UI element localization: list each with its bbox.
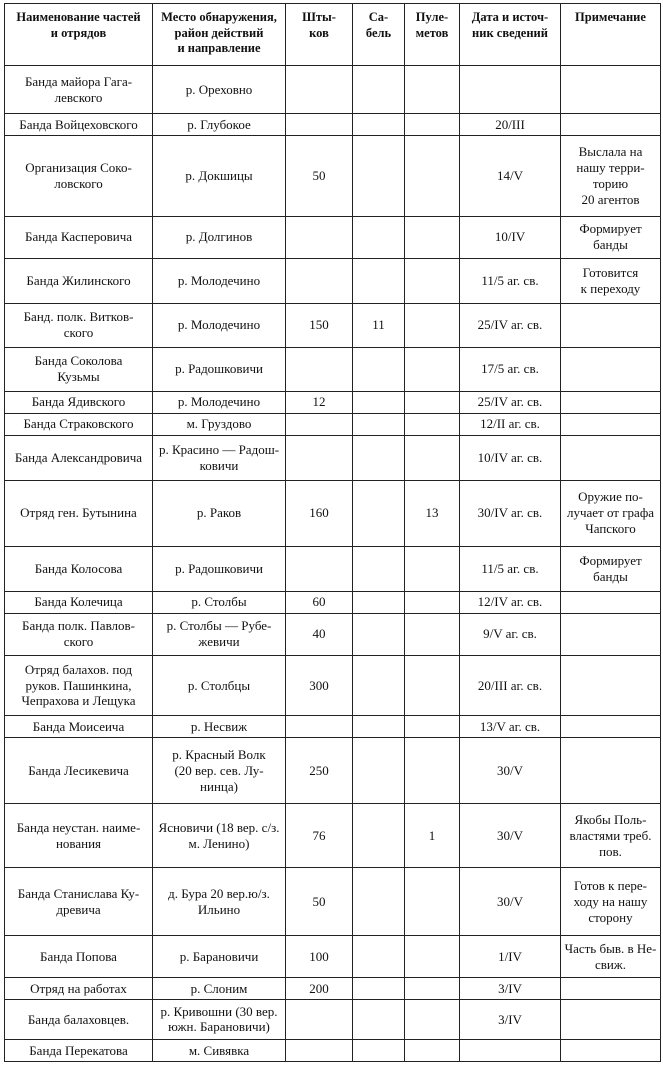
table-row: [5, 391, 661, 413]
note-cell: [561, 978, 661, 1000]
location-cell: р. Раков: [153, 480, 286, 546]
table-row: [5, 413, 661, 435]
bayonets-cell: 12: [286, 391, 353, 413]
table-row: [5, 136, 661, 217]
sabers-cell: [353, 216, 405, 258]
sabers-cell: [353, 136, 405, 217]
note-cell: [561, 391, 661, 413]
unit-name-cell: Отряд балахов. под руков. Пашинкина, Чепрахова и Лещука: [5, 655, 153, 716]
machine-guns-cell: 1: [405, 804, 460, 868]
date-source-cell: 12/II аг. св.: [460, 413, 561, 435]
table-row: [5, 66, 661, 114]
sabers-cell: [353, 258, 405, 303]
note-cell: [561, 716, 661, 738]
location-cell: р. Молодечино: [153, 303, 286, 347]
unit-name-cell: Банда неустан. наиме- нования: [5, 804, 153, 868]
bayonets-cell: 300: [286, 655, 353, 716]
header-machine-guns: Пуле- метов: [405, 4, 460, 66]
sabers-cell: [353, 413, 405, 435]
sabers-cell: [353, 391, 405, 413]
bayonets-cell: 100: [286, 936, 353, 978]
date-source-cell: 30/V: [460, 804, 561, 868]
bayonets-cell: [286, 114, 353, 136]
header-date-source: Дата и источ- ник сведений: [460, 4, 561, 66]
sabers-cell: [353, 591, 405, 613]
unit-name-cell: Банда Соколова Кузьмы: [5, 347, 153, 391]
table-row: [5, 435, 661, 480]
bayonets-cell: [286, 1000, 353, 1040]
bayonets-cell: 60: [286, 591, 353, 613]
bands-table: [4, 3, 661, 1062]
location-cell: р. Слоним: [153, 978, 286, 1000]
machine-guns-cell: [405, 216, 460, 258]
location-cell: р. Долгинов: [153, 216, 286, 258]
location-cell: р. Докшицы: [153, 136, 286, 217]
unit-name-cell: Банда Лесикевича: [5, 738, 153, 804]
bayonets-cell: 150: [286, 303, 353, 347]
unit-name-cell: Банда Войцеховского: [5, 114, 153, 136]
machine-guns-cell: [405, 1039, 460, 1061]
unit-name-cell: Организация Соко- ловского: [5, 136, 153, 217]
note-cell: Часть быв. в Не- свиж.: [561, 936, 661, 978]
location-cell: р. Ореховно: [153, 66, 286, 114]
bayonets-cell: 40: [286, 613, 353, 655]
note-cell: [561, 655, 661, 716]
note-cell: [561, 66, 661, 114]
unit-name-cell: Банда Страковского: [5, 413, 153, 435]
sabers-cell: [353, 868, 405, 936]
date-source-cell: 3/IV: [460, 978, 561, 1000]
table-row: [5, 1000, 661, 1040]
location-cell: р. Барановичи: [153, 936, 286, 978]
date-source-cell: 20/III аг. св.: [460, 655, 561, 716]
location-cell: р. Радошковичи: [153, 347, 286, 391]
date-source-cell: [460, 66, 561, 114]
sabers-cell: [353, 655, 405, 716]
table-row: [5, 738, 661, 804]
unit-name-cell: Отряд ген. Бутынина: [5, 480, 153, 546]
location-cell: р. Красино — Радош- ковичи: [153, 435, 286, 480]
header-sabers: Са- бель: [353, 4, 405, 66]
table-row: [5, 868, 661, 936]
bayonets-cell: [286, 435, 353, 480]
note-cell: [561, 591, 661, 613]
date-source-cell: 14/V: [460, 136, 561, 217]
note-cell: [561, 738, 661, 804]
bayonets-cell: [286, 66, 353, 114]
machine-guns-cell: [405, 347, 460, 391]
sabers-cell: [353, 1000, 405, 1040]
machine-guns-cell: [405, 546, 460, 591]
date-source-cell: 10/IV: [460, 216, 561, 258]
note-cell: Оружие по- лучает от графа Чапского: [561, 480, 661, 546]
machine-guns-cell: [405, 868, 460, 936]
bayonets-cell: [286, 216, 353, 258]
table-row: [5, 978, 661, 1000]
sabers-cell: [353, 480, 405, 546]
location-cell: р. Столбы: [153, 591, 286, 613]
location-cell: р. Радошковичи: [153, 546, 286, 591]
bayonets-cell: 250: [286, 738, 353, 804]
bayonets-cell: 76: [286, 804, 353, 868]
bayonets-cell: [286, 716, 353, 738]
unit-name-cell: Банда балаховцев.: [5, 1000, 153, 1040]
table-row: [5, 480, 661, 546]
table-body: [5, 66, 661, 1062]
table-row: [5, 655, 661, 716]
bayonets-cell: [286, 1039, 353, 1061]
bayonets-cell: [286, 546, 353, 591]
bayonets-cell: [286, 347, 353, 391]
date-source-cell: 13/V аг. св.: [460, 716, 561, 738]
location-cell: м. Сивявка: [153, 1039, 286, 1061]
note-cell: Формирует банды: [561, 216, 661, 258]
sabers-cell: [353, 347, 405, 391]
sabers-cell: [353, 716, 405, 738]
table-row: [5, 258, 661, 303]
header-bayonets: Шты- ков: [286, 4, 353, 66]
machine-guns-cell: [405, 258, 460, 303]
location-cell: р. Молодечино: [153, 391, 286, 413]
location-cell: Ясновичи (18 вер. с/з. м. Ленино): [153, 804, 286, 868]
location-cell: р. Глубокое: [153, 114, 286, 136]
note-cell: [561, 1000, 661, 1040]
unit-name-cell: Банда Попова: [5, 936, 153, 978]
machine-guns-cell: [405, 1000, 460, 1040]
unit-name-cell: Банда майора Гага- левского: [5, 66, 153, 114]
table-row: [5, 591, 661, 613]
machine-guns-cell: [405, 655, 460, 716]
date-source-cell: 3/IV: [460, 1000, 561, 1040]
note-cell: [561, 435, 661, 480]
machine-guns-cell: [405, 391, 460, 413]
sabers-cell: [353, 1039, 405, 1061]
sabers-cell: [353, 738, 405, 804]
date-source-cell: 1/IV: [460, 936, 561, 978]
sabers-cell: [353, 66, 405, 114]
machine-guns-cell: [405, 66, 460, 114]
machine-guns-cell: [405, 738, 460, 804]
sabers-cell: [353, 114, 405, 136]
machine-guns-cell: [405, 613, 460, 655]
sabers-cell: [353, 613, 405, 655]
table-row: [5, 613, 661, 655]
machine-guns-cell: 13: [405, 480, 460, 546]
table-row: [5, 936, 661, 978]
location-cell: д. Бура 20 вер.ю/з. Ильино: [153, 868, 286, 936]
sabers-cell: [353, 936, 405, 978]
date-source-cell: 17/5 аг. св.: [460, 347, 561, 391]
bayonets-cell: [286, 258, 353, 303]
sabers-cell: [353, 804, 405, 868]
header-name: Наименование частей и отрядов: [5, 4, 153, 66]
unit-name-cell: Банда Колечица: [5, 591, 153, 613]
sabers-cell: [353, 435, 405, 480]
unit-name-cell: Банда Станислава Ку- древича: [5, 868, 153, 936]
note-cell: [561, 347, 661, 391]
table-row: [5, 216, 661, 258]
date-source-cell: 9/V аг. св.: [460, 613, 561, 655]
note-cell: [561, 303, 661, 347]
bayonets-cell: 50: [286, 868, 353, 936]
location-cell: р. Несвиж: [153, 716, 286, 738]
note-cell: [561, 1039, 661, 1061]
sabers-cell: [353, 546, 405, 591]
location-cell: р. Столбцы: [153, 655, 286, 716]
date-source-cell: 25/IV аг. св.: [460, 391, 561, 413]
machine-guns-cell: [405, 114, 460, 136]
header-row: [5, 4, 661, 66]
date-source-cell: [460, 1039, 561, 1061]
machine-guns-cell: [405, 716, 460, 738]
note-cell: [561, 413, 661, 435]
machine-guns-cell: [405, 978, 460, 1000]
date-source-cell: 25/IV аг. св.: [460, 303, 561, 347]
note-cell: [561, 613, 661, 655]
header-place: Место обнаружения, район действий и направление: [153, 4, 286, 66]
location-cell: р. Кривошни (30 вер. южн. Барановичи): [153, 1000, 286, 1040]
machine-guns-cell: [405, 136, 460, 217]
note-cell: [561, 114, 661, 136]
unit-name-cell: Банда Колосова: [5, 546, 153, 591]
machine-guns-cell: [405, 591, 460, 613]
unit-name-cell: Отряд на работах: [5, 978, 153, 1000]
bayonets-cell: 160: [286, 480, 353, 546]
unit-name-cell: Банда полк. Павлов- ского: [5, 613, 153, 655]
bayonets-cell: 50: [286, 136, 353, 217]
bayonets-cell: [286, 413, 353, 435]
location-cell: р. Красный Волк (20 вер. сев. Лу- нинца): [153, 738, 286, 804]
location-cell: р. Столбы — Рубе- жевичи: [153, 613, 286, 655]
table-row: [5, 716, 661, 738]
date-source-cell: 11/5 аг. св.: [460, 258, 561, 303]
location-cell: м. Груздово: [153, 413, 286, 435]
location-cell: р. Молодечино: [153, 258, 286, 303]
bayonets-cell: 200: [286, 978, 353, 1000]
table-row: [5, 546, 661, 591]
unit-name-cell: Банда Александровича: [5, 435, 153, 480]
date-source-cell: 12/IV аг. св.: [460, 591, 561, 613]
table-row: [5, 1039, 661, 1061]
unit-name-cell: Банд. полк. Витков- ского: [5, 303, 153, 347]
table-row: [5, 114, 661, 136]
date-source-cell: 10/IV аг. св.: [460, 435, 561, 480]
table-row: [5, 804, 661, 868]
unit-name-cell: Банда Моисеича: [5, 716, 153, 738]
unit-name-cell: Банда Жилинского: [5, 258, 153, 303]
machine-guns-cell: [405, 413, 460, 435]
note-cell: Готовится к переходу: [561, 258, 661, 303]
unit-name-cell: Банда Перекатова: [5, 1039, 153, 1061]
table-row: [5, 303, 661, 347]
machine-guns-cell: [405, 435, 460, 480]
header-note: Примечание: [561, 4, 661, 66]
note-cell: Якобы Поль- властями треб. пов.: [561, 804, 661, 868]
note-cell: Формирует банды: [561, 546, 661, 591]
unit-name-cell: Банда Ядивского: [5, 391, 153, 413]
note-cell: Готов к пере- ходу на нашу сторону: [561, 868, 661, 936]
machine-guns-cell: [405, 936, 460, 978]
unit-name-cell: Банда Касперовича: [5, 216, 153, 258]
date-source-cell: 11/5 аг. св.: [460, 546, 561, 591]
date-source-cell: 30/IV аг. св.: [460, 480, 561, 546]
date-source-cell: 30/V: [460, 738, 561, 804]
note-cell: Выслала на нашу терри- торию 20 агентов: [561, 136, 661, 217]
table-row: [5, 347, 661, 391]
sabers-cell: 11: [353, 303, 405, 347]
sabers-cell: [353, 978, 405, 1000]
date-source-cell: 30/V: [460, 868, 561, 936]
date-source-cell: 20/III: [460, 114, 561, 136]
machine-guns-cell: [405, 303, 460, 347]
